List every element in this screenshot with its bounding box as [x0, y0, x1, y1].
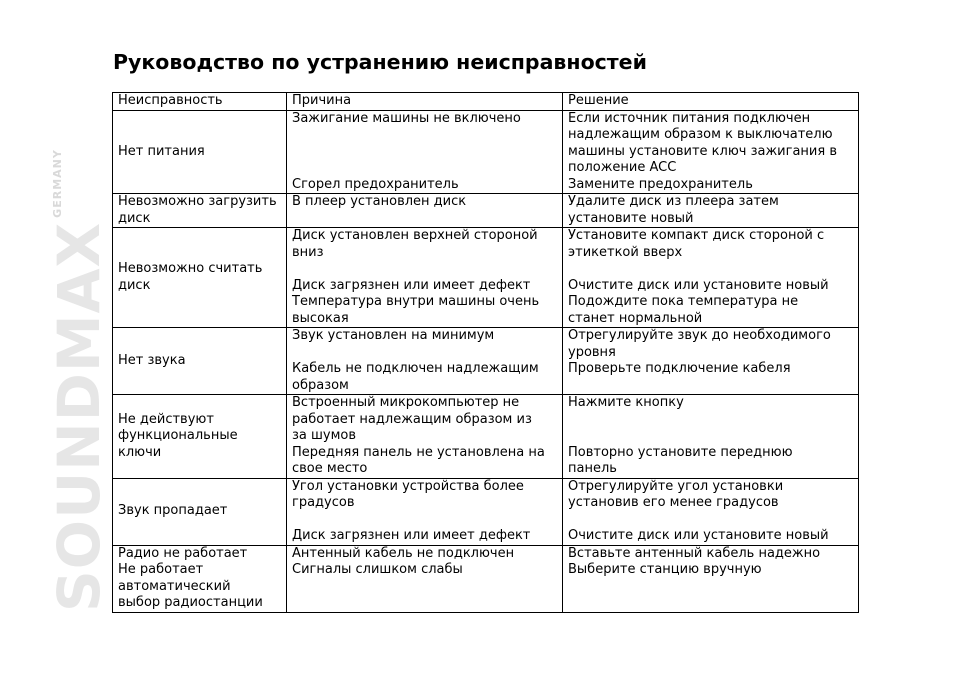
cell-text-line: Нет звука — [118, 352, 186, 368]
cell-text-line: образом — [292, 377, 349, 393]
cell-text-line: Диск загрязнен или имеет дефект — [292, 277, 531, 293]
cell-text-line: Антенный кабель не подключен — [292, 545, 515, 561]
cell-text-line: В плеер установлен диск — [292, 194, 467, 209]
cell-text-line: диск — [118, 277, 151, 293]
cell-text-line: Повторно установите переднюю — [568, 444, 793, 460]
cell-text-line: Не действуют — [118, 411, 214, 427]
cell-text-line: Невозможно считать — [118, 261, 263, 276]
cell-text-line: Выберите станцию вручную — [568, 562, 762, 577]
cell-text-line: Зажигание машины не включено — [292, 110, 521, 126]
cell-text-line: высокая — [292, 310, 349, 326]
blank-line — [292, 160, 557, 177]
solution-cell — [563, 110, 859, 194]
cell-text-line: надлежащим образом к выключателю — [568, 127, 833, 142]
table-row — [113, 395, 859, 479]
cell-text-line: градусов — [292, 495, 355, 510]
cell-text-line: Кабель не подключен надлежащим — [292, 361, 539, 376]
blank-line — [292, 512, 557, 529]
cell-text-line: Удалите диск из плеера затем — [568, 194, 779, 209]
problem-cell — [113, 110, 287, 194]
cell-text-line: Проверьте подключение кабеля — [568, 361, 791, 376]
table-row — [113, 228, 859, 328]
problem-cell — [113, 478, 287, 545]
problem-cell — [113, 395, 287, 479]
cell-text-line: Невозможно загрузить — [118, 194, 277, 209]
table-row — [113, 110, 859, 194]
cell-text-line: машины установите ключ зажигания в — [568, 143, 837, 159]
cell-text-line: станет нормальной — [568, 310, 703, 326]
cell-text-line: выбор радиостанции — [118, 595, 263, 610]
cell-text-line: Отрегулируйте угол установки — [568, 478, 784, 494]
cell-text-line: функциональные — [118, 428, 238, 443]
cause-cell — [287, 228, 563, 328]
cell-text-line: положение ACC — [568, 160, 677, 175]
solution-cell — [563, 194, 859, 228]
problem-cell — [113, 328, 287, 395]
blank-line — [292, 345, 557, 362]
cell-text-line: за шумов — [292, 428, 357, 443]
table-row — [113, 328, 859, 395]
cell-text-line: работает надлежащим образом из — [292, 411, 532, 427]
cell-text-line: Вставьте антенный кабель надежно — [568, 545, 821, 561]
blank-line — [292, 127, 557, 144]
blank-line — [568, 261, 853, 278]
cell-text-line: уровня — [568, 344, 616, 360]
brand-watermark — [45, 46, 113, 612]
solution-cell — [563, 328, 859, 395]
blank-line — [568, 512, 853, 529]
cell-text-line: Сигналы слишком слабы — [292, 562, 463, 577]
brand-subtitle: GERMANY — [51, 149, 64, 218]
cell-text-line: вниз — [292, 244, 324, 260]
blank-line — [568, 428, 853, 445]
cell-text-line: Нет питания — [118, 143, 205, 159]
cell-text-line: Сгорел предохранитель — [292, 176, 459, 192]
solution-cell — [563, 228, 859, 328]
cell-text-line: установите новый — [568, 210, 694, 226]
cell-text-line: Если источник питания подключен — [568, 110, 811, 126]
solution-cell — [563, 478, 859, 545]
cause-cell — [287, 478, 563, 545]
cell-text-line: Замените предохранитель — [568, 176, 753, 192]
cell-text-line: Подождите пока температура не — [568, 294, 799, 309]
header-problem: Неисправность — [113, 93, 287, 111]
table-header-row — [113, 93, 859, 111]
solution-cell — [563, 395, 859, 479]
cell-text-line: Звук пропадает — [118, 503, 228, 519]
problem-cell — [113, 545, 287, 612]
blank-line — [568, 412, 853, 429]
cell-text-line: Температура внутри машины очень — [292, 294, 540, 309]
cause-cell — [287, 545, 563, 612]
header-solution: Решение — [563, 93, 859, 111]
cause-cell — [287, 328, 563, 395]
cell-text-line: ключи — [118, 444, 162, 460]
cell-text-line: Установите компакт диск стороной с — [568, 228, 825, 243]
cause-cell — [287, 194, 563, 228]
blank-line — [292, 144, 557, 161]
cell-text-line: автоматический — [118, 578, 231, 594]
cell-text-line: Угол установки устройства более — [292, 478, 524, 494]
table-body — [113, 110, 859, 612]
page-title: Руководство по устранению неисправностей — [113, 50, 647, 74]
cell-text-line: Встроенный микрокомпьютер не — [292, 395, 520, 410]
cell-text-line: Нажмите кнопку — [568, 395, 684, 410]
solution-cell — [563, 545, 859, 612]
cell-text-line: Не работает — [118, 562, 204, 577]
cause-cell — [287, 395, 563, 479]
cell-text-line: Передняя панель не установлена на — [292, 444, 545, 460]
cell-text-line: Звук установлен на минимум — [292, 328, 495, 343]
blank-line — [292, 261, 557, 278]
problem-cell — [113, 228, 287, 328]
table-row — [113, 194, 859, 228]
header-cause: Причина — [287, 93, 563, 111]
problem-cell — [113, 194, 287, 228]
cell-text-line: диск — [118, 210, 151, 226]
table-row — [113, 545, 859, 612]
brand-name: SOUNDMAX — [45, 221, 113, 612]
cell-text-line: Диск загрязнен или имеет дефект — [292, 528, 531, 543]
cell-text-line: Очистите диск или установите новый — [568, 528, 829, 543]
troubleshooting-table — [112, 92, 859, 613]
cell-text-line: панель — [568, 461, 617, 476]
table-row — [113, 478, 859, 545]
cell-text-line: Радио не работает — [118, 545, 248, 561]
cell-text-line: Очистите диск или установите новый — [568, 277, 829, 293]
cell-text-line: Отрегулируйте звук до необходимого — [568, 328, 831, 343]
cell-text-line: свое место — [292, 461, 368, 476]
cell-text-line: Диск установлен верхней стороной — [292, 228, 538, 243]
cause-cell — [287, 110, 563, 194]
cell-text-line: установив его менее градусов — [568, 495, 779, 510]
cell-text-line: этикеткой вверх — [568, 244, 683, 260]
